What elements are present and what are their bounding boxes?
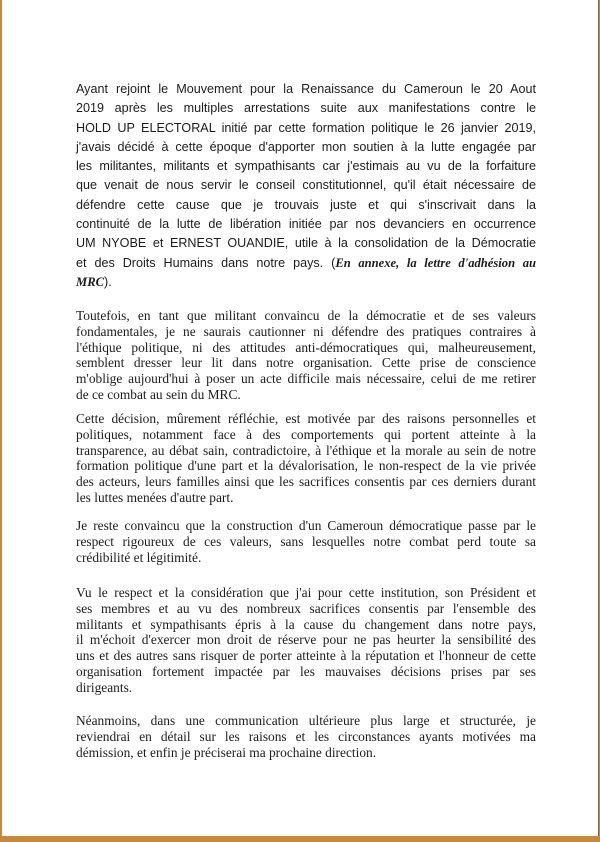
text-line: défendre cette cause que je trouvais juste et qui s'inscrivait dans la (76, 197, 536, 212)
annex-note-mrc: MRC (76, 274, 104, 289)
text-line: UM NYOBE et ERNEST OUANDIE, utile à la consolidation de la Démocratie (76, 236, 536, 251)
text-fragment: et des Droits Humains dans notre pays. ( (76, 255, 336, 270)
text-line: démission, et enfin je préciserai ma prochaine direction. (76, 744, 377, 760)
text-line: Néanmoins, dans une communication ultérieure plus large et structurée, je (76, 713, 536, 728)
text-line: Ayant rejoint le Mouvement pour la Renaissance du Cameroun le 20 Aout (76, 82, 536, 96)
paragraph-adhesion (76, 80, 536, 292)
text-line: respect rigoureux de ces valeurs, sans lesquelles notre combat perd toute sa (76, 533, 536, 549)
text-line: semblent dresser leur lit dans notre organisation. Cette prise de conscience (76, 355, 536, 371)
text-line: Vu le respect et la considération que j'ai pour cette institution, son Président et (76, 585, 536, 600)
text-line: l'éthique politique, ni des attitudes anti-démocratiques qui, malheureusement, (76, 339, 536, 355)
text-line: uns et des autres sans risquer de porter atteinte à la réputation et l'honneur de cette (76, 648, 536, 664)
text-line: reviendrai en détail sur les raisons et les circonstances ayants motivées ma (76, 728, 536, 744)
text-line: politiques, notamment face à des comportements qui portent atteinte à la (76, 426, 536, 442)
paragraph-decision (76, 411, 536, 506)
text-line: militants et sympathisants épris à la cause du changement dans notre pays, (76, 616, 536, 632)
text-line: m'oblige aujourd'hui à poser un acte difficile mais nécessaire, celui de me retirer (76, 371, 536, 387)
text-line: les militantes, militants et sympathisants car j'estimais au vu de la forfaiture (76, 159, 536, 174)
text-line (76, 273, 536, 292)
text-line: ses membres et au vu des nombreux sacrifices consentis par l'ensemble des (76, 600, 536, 616)
text-line: crédibilité et légitimité. (76, 549, 202, 565)
text-line: dirigeants. (76, 679, 133, 695)
text-line: continuité de la lutte de libération initiée par nos devanciers en occurrence (76, 217, 536, 232)
text-line: j'avais décidé à cette époque d'apporter mon soutien à la lutte engagée par (76, 139, 536, 154)
paragraph-reserve (76, 585, 536, 696)
text-line: de ce combat au sein du MRC. (76, 386, 241, 402)
text-line: que venait de nous servir le conseil constitutionnel, qu'il était nécessaire de (76, 178, 536, 193)
text-line: 2019 après les multiples arrestations suite aux manifestations contre le (76, 101, 536, 116)
text-line: transparence, au débat sain, contradictoire, à l'éthique et la morale au sein de notre (76, 442, 536, 458)
text-line (76, 254, 536, 273)
document-page (2, 0, 599, 836)
text-line: formation politique d'une part et la dévalorisation, le non-respect de la vie privée (76, 458, 536, 474)
text-line: Je reste convaincu que la construction d'un Cameroun démocratique passe par le (76, 518, 536, 533)
text-line: il m'échoit d'exercer mon droit de réserve pour ne pas heurter la sensibilité des (76, 632, 536, 648)
text-line: HOLD UP ELECTORAL initié par cette formation politique le 26 janvier 2019, (76, 120, 536, 135)
text-line: des acteurs, leurs familles ainsi que les sacrifices consentis par ces derniers durant (76, 474, 536, 490)
paragraph-conviction (76, 518, 536, 565)
text-line: organisation fortement impactée par les mauvaises décisions prises par ses (76, 663, 536, 679)
text-line: Cette décision, mûrement réfléchie, est motivée par des raisons personnelles et (76, 411, 536, 426)
annex-note: En annexe, la lettre d'adhésion au (335, 255, 536, 270)
text-line: fondamentales, je ne saurais cautionner ni défendre des pratiques contraires à (76, 323, 536, 339)
paragraph-toutefois (76, 308, 536, 403)
text-line: Toutefois, en tant que militant convaincu de la démocratie et de ses valeurs (76, 308, 536, 323)
text-line: les luttes menées d'autre part. (76, 489, 234, 505)
text-fragment: ). (104, 274, 112, 289)
paragraph-neanmoins (76, 713, 536, 760)
